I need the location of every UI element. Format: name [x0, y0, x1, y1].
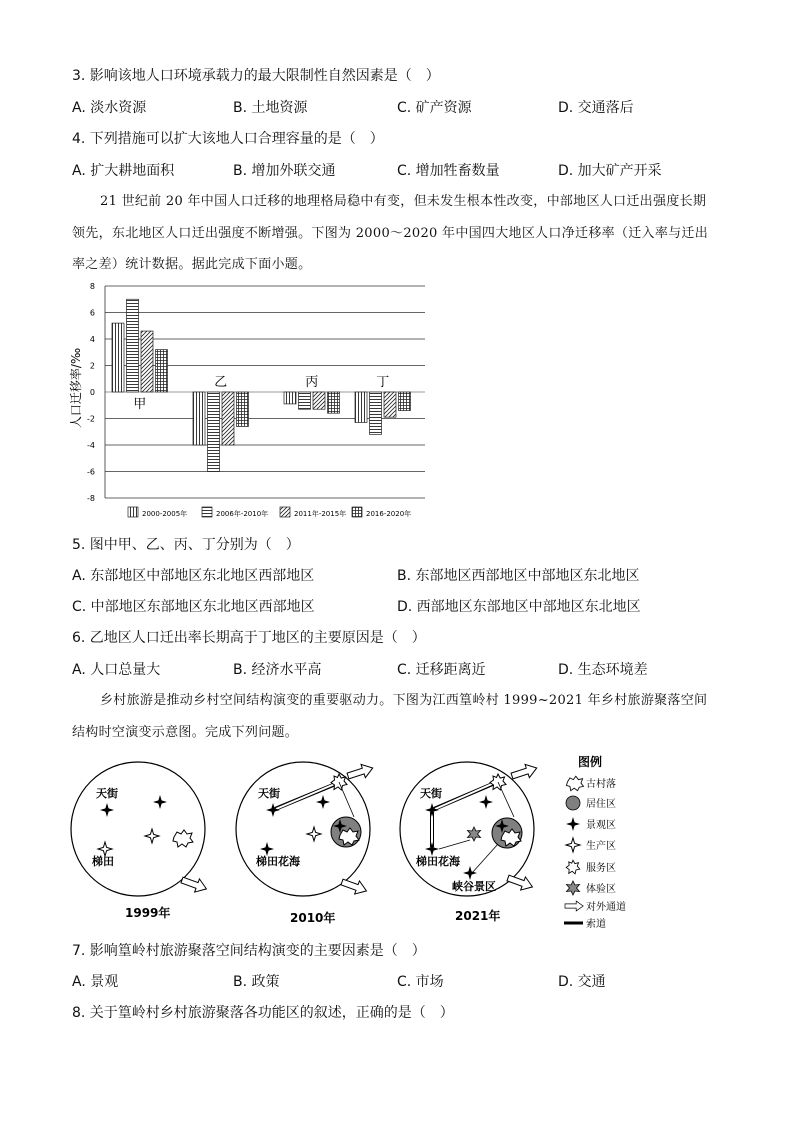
question-4-option-c[interactable]: C. 增加牲畜数量	[397, 163, 500, 179]
bar-乙-2006年-2010年	[208, 392, 220, 472]
legend-label: 2011年-2015年	[294, 510, 347, 518]
legend-label-experience: 体验区	[586, 884, 616, 895]
bar-乙-2016-2020年	[237, 392, 249, 426]
external-route-icon	[510, 761, 539, 782]
passage-1-line-3: 率之差）统计数据。据此完成下面小题。	[72, 257, 312, 272]
y-tick-label: -6	[87, 467, 95, 477]
question-5-option-c[interactable]: C. 中部地区东部地区东北地区西部地区	[72, 599, 315, 615]
question-5-option-b[interactable]: B. 东部地区西部地区中部地区东北地区	[397, 568, 640, 584]
label-tianjie-2010: 天街	[258, 787, 280, 800]
chart-y-axis-label: 人口迁移率/‰	[69, 347, 83, 429]
question-3-option-d[interactable]: D. 交通落后	[558, 100, 634, 116]
question-5-option-a[interactable]: A. 东部地区中部地区东北地区西部地区	[72, 568, 315, 584]
bar-甲-2006年-2010年	[127, 299, 139, 392]
legend-label-scenic: 景观区	[586, 820, 616, 831]
production-area-icon	[566, 838, 580, 852]
passage-1-line-1: 21 世纪前 20 年中国人口迁移的地理格局稳中有变，但未发生根本性改变，中部地区人口迁出强度长期	[100, 194, 707, 209]
question-6-stem: 6. 乙地区人口迁出率长期高于丁地区的主要原因是（ ）	[72, 630, 426, 646]
question-4-option-d[interactable]: D. 加大矿产开采	[558, 163, 662, 179]
question-3-option-b[interactable]: B. 土地资源	[233, 100, 308, 116]
y-tick-label: -8	[87, 494, 95, 503]
passage-1-line-2: 领先，东北地区人口迁出强度不断增强。下图为 2000～2020 年中国四大地区人口净迁移率（迁入率与迁出	[72, 226, 709, 241]
legend-swatch	[352, 507, 362, 517]
map-panel-1999	[71, 762, 209, 920]
question-4-option-b[interactable]: B. 增加外联交通	[233, 163, 336, 179]
scenic-area-icon	[566, 817, 580, 831]
year-label-2010: 2010年	[290, 911, 336, 925]
question-7-option-c[interactable]: C. 市场	[397, 974, 444, 990]
bar-丁-2016-2020年	[399, 392, 411, 411]
bar-丁-2006年-2010年	[370, 392, 382, 434]
passage-2-line-2: 结构时空演变示意图。完成下列问题。	[72, 725, 299, 740]
y-tick-label: 4	[89, 335, 95, 344]
label-titian-huahai-2010: 梯田花海	[256, 855, 300, 868]
legend-label: 2006年-2010年	[216, 510, 269, 518]
external-route-icon	[565, 901, 583, 911]
bar-丙-2000-2005年	[284, 392, 296, 404]
question-7-stem: 7. 影响篁岭村旅游聚落空间结构演变的主要因素是（ ）	[72, 943, 426, 959]
y-tick-label: 6	[89, 308, 95, 318]
question-6-option-b[interactable]: B. 经济水平高	[233, 662, 322, 678]
legend-label-cableway: 索道	[586, 919, 606, 930]
question-7-option-b[interactable]: B. 政策	[233, 974, 280, 990]
question-3-option-a[interactable]: A. 淡水资源	[72, 100, 147, 116]
legend-label-service: 服务区	[586, 863, 616, 874]
question-5-stem: 5. 图中甲、乙、丙、丁分别为（ ）	[72, 537, 300, 553]
bar-丙-2011年-2015年	[313, 392, 325, 409]
bar-丁-2011年-2015年	[384, 392, 396, 417]
question-6-option-c[interactable]: C. 迁移距离近	[397, 662, 486, 678]
question-7-option-a[interactable]: A. 景观	[72, 974, 119, 990]
bar-甲-2011年-2015年	[141, 331, 153, 392]
question-4-stem: 4. 下列措施可以扩大该地人口合理容量的是（ ）	[72, 131, 384, 147]
question-6-option-a[interactable]: A. 人口总量大	[72, 662, 161, 678]
legend-label-village: 古村落	[586, 779, 616, 790]
migration-rate-bar-chart	[60, 278, 440, 526]
bar-丙-2016-2020年	[328, 392, 340, 413]
bar-甲-2000-2005年	[112, 323, 124, 392]
legend-label: 2016-2020年	[366, 510, 412, 518]
question-3-stem: 3. 影响该地人口环境承载力的最大限制性自然因素是（ ）	[72, 68, 440, 84]
bar-丙-2006年-2010年	[299, 392, 311, 409]
category-label: 丙	[305, 375, 319, 390]
y-tick-label: 0	[89, 388, 95, 397]
map-panel-2010	[236, 761, 375, 925]
category-label: 丁	[376, 375, 390, 390]
label-tianjie-2021: 天街	[420, 787, 442, 800]
y-tick-label: 8	[89, 282, 95, 291]
bar-乙-2011年-2015年	[222, 392, 234, 445]
bar-乙-2000-2005年	[193, 392, 205, 445]
legend-swatch	[280, 507, 290, 517]
external-route-icon	[346, 761, 375, 782]
legend-label-route: 对外通道	[586, 902, 626, 913]
label-xiagu: 峡谷景区	[452, 880, 496, 893]
label-titian-huahai-2021: 梯田花海	[416, 855, 460, 868]
label-tianjie-1999: 天街	[96, 787, 118, 800]
y-tick-label: -4	[87, 441, 95, 450]
question-8-stem: 8. 关于篁岭村乡村旅游聚落各功能区的叙述，正确的是（ ）	[72, 1005, 454, 1021]
legend-swatch	[202, 507, 212, 517]
y-tick-label: 2	[89, 361, 95, 371]
service-area-icon	[566, 860, 580, 874]
legend-title: 图例	[578, 755, 603, 769]
legend-label-production: 生产区	[586, 841, 616, 852]
passage-2-line-1: 乡村旅游是推动乡村空间结构演变的重要驱动力。下图为江西篁岭村 1999~2021 年乡村旅游聚落空间	[100, 693, 708, 708]
bar-丁-2000-2005年	[355, 392, 367, 422]
settlement-evolution-figure	[70, 752, 690, 932]
legend-label: 2000-2005年	[142, 510, 188, 518]
year-label-1999: 1999年	[125, 906, 171, 920]
question-3-option-c[interactable]: C. 矿产资源	[397, 100, 472, 116]
experience-area-icon	[567, 881, 580, 895]
question-7-option-d[interactable]: D. 交通	[558, 974, 606, 990]
label-titian-1999: 梯田	[92, 855, 114, 868]
map-panel-2021	[400, 761, 539, 923]
category-label: 甲	[133, 397, 147, 412]
ancient-village-icon	[567, 776, 584, 790]
map-legend	[564, 754, 626, 930]
legend-swatch	[128, 507, 138, 517]
category-label: 乙	[214, 375, 228, 390]
residential-area-icon	[566, 796, 580, 810]
question-6-option-d[interactable]: D. 生态环境差	[558, 662, 648, 678]
bar-甲-2016-2020年	[156, 350, 168, 392]
y-tick-label: -2	[87, 414, 95, 424]
legend-label-residential: 居住区	[586, 799, 616, 810]
question-5-option-d[interactable]: D. 西部地区东部地区中部地区东北地区	[397, 599, 641, 615]
question-4-option-a[interactable]: A. 扩大耕地面积	[72, 163, 175, 179]
year-label-2021: 2021年	[455, 909, 501, 923]
